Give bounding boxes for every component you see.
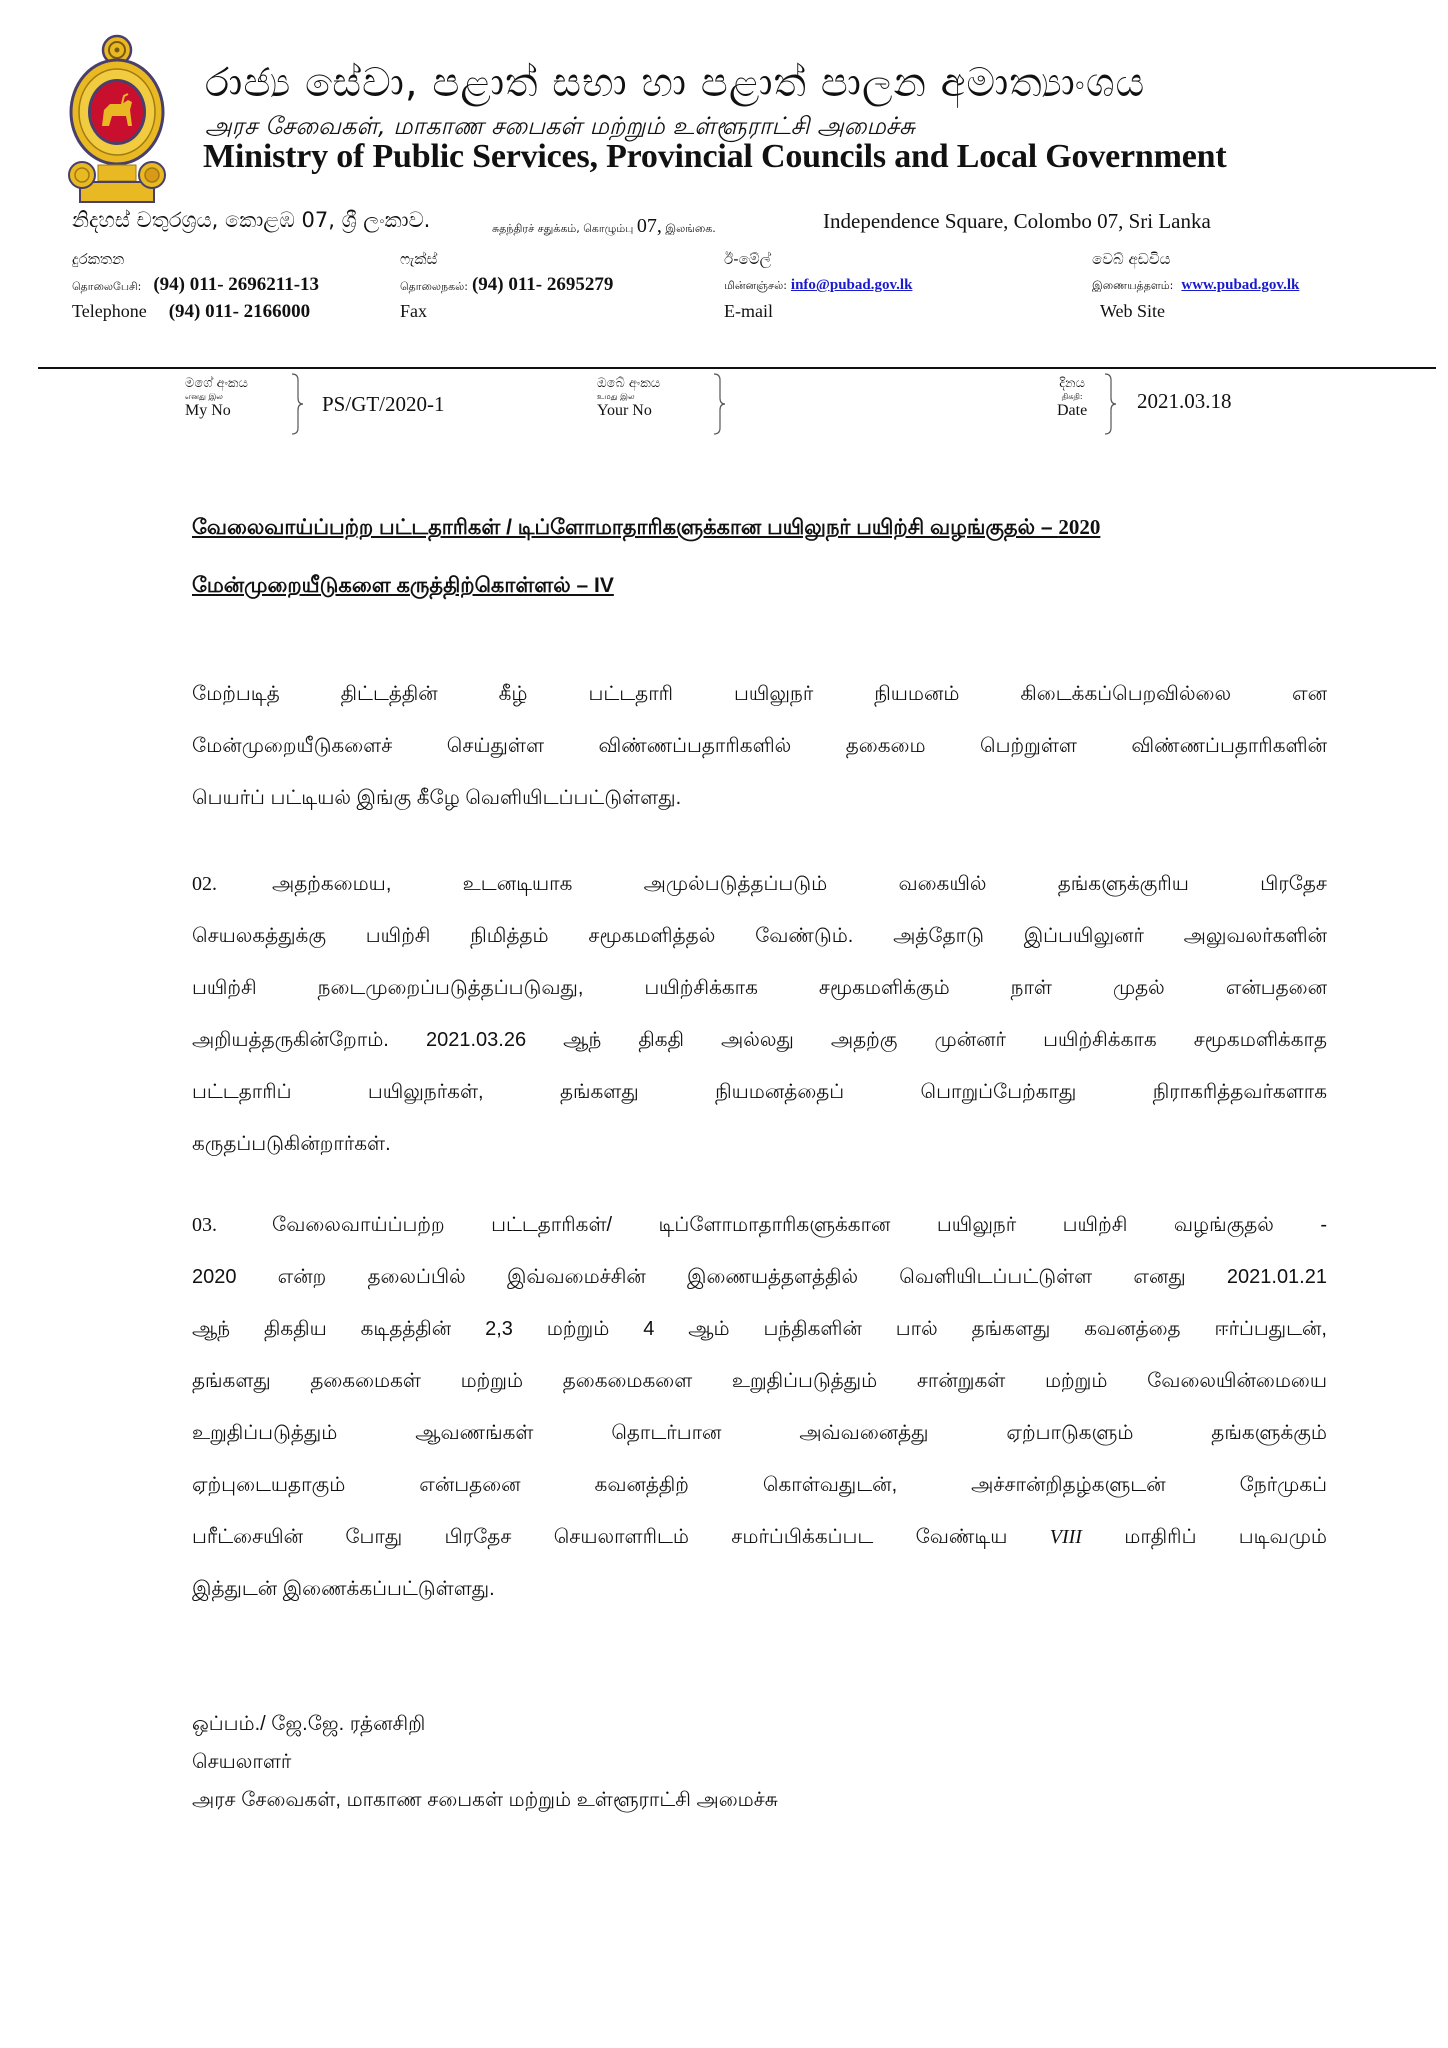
paragraph-line: செயலகத்துக்கு பயிற்சி நிமித்தம் சமூகமளித்தல் வேண்டும். அத்தோடு இப்பயிலுனர் அலுவலர்களின்: [192, 925, 1327, 947]
brace-icon: [290, 372, 304, 436]
address-sinhala: නිදහස් චතුරශ්‍රය, කොළඹ 07, ශ්‍රී ලංකාව.: [72, 208, 431, 232]
paragraph-line-text: அதற்கமைய, உடனடியாக அமுல்படுத்தப்படும் வகையில் தங்களுக்குரிய பிரதேச: [272, 873, 1327, 895]
signature-title: செயலாளர்: [192, 1751, 292, 1773]
telephone-label-tamil: தொலைபேசி:: [72, 280, 142, 293]
brace-icon: [712, 372, 726, 436]
address-tamil-suffix: இலங்கை.: [665, 222, 716, 235]
email-label-english: E-mail: [724, 301, 773, 321]
paragraph-number: 02.: [192, 873, 217, 895]
paragraph-line: [192, 858, 1327, 910]
paragraph-line: 2020 என்ற தலைப்பில் இவ்வமைச்சின் இணையத்தளத்தில் வெளியிடப்பட்டுள்ள எனது 2021.01.21: [192, 1266, 1327, 1288]
signature-ministry: அரச சேவைகள், மாகாண சபைகள் மற்றும் உள்ளூராட்சி அமைச்சு: [192, 1789, 778, 1811]
paragraph-line: இத்துடன் இணைக்கப்பட்டுள்ளது.: [192, 1578, 495, 1600]
your-no-label-tamil: உமது இல: [597, 392, 635, 401]
paragraph-line: உறுதிப்படுத்தும் ஆவணங்கள் தொடர்பான அவ்வனைத்து ஏற்பாடுகளும் தங்களுக்கும்: [192, 1422, 1327, 1444]
paragraph-line: பட்டதாரிப் பயிலுநர்கள், தங்களது நியமனத்தைப் பொறுப்பேற்காது நிராகரித்தவர்களாக: [192, 1081, 1327, 1103]
my-no-value: PS/GT/2020-1: [322, 392, 445, 416]
telephone-number-1: (94) 011- 2696211-13: [153, 274, 320, 295]
paragraph-number: 03.: [192, 1214, 217, 1236]
signature-block: [192, 1705, 778, 1819]
paragraph-line-text: மாதிரிப் படிவமும்: [1081, 1526, 1327, 1548]
email-link[interactable]: info@pubad.gov.lk: [790, 277, 913, 293]
paragraph-line: [192, 1511, 1327, 1563]
address-tamil-number: 07,: [636, 215, 662, 237]
paragraph-line: தங்களது தகைமைகள் மற்றும் தகைமைகளை உறுதிப்படுத்தும் சான்றுகள் மற்றும் வேலையின்மையை: [192, 1370, 1327, 1392]
address-tamil-prefix: சுதந்திரச் சதுக்கம், கொழும்பு: [492, 222, 634, 235]
email-label-sinhala: ඊ-මේල්: [724, 250, 772, 268]
paragraph-line: [192, 1199, 1327, 1251]
your-no-label-english: Your No: [597, 402, 652, 419]
form-number: VIII: [1049, 1526, 1082, 1548]
date-label: [1057, 376, 1087, 418]
date-label-tamil: திகதி:: [1061, 392, 1083, 401]
fax-label-english: Fax: [400, 301, 427, 321]
my-no-label-sinhala: මගේ අංකය: [185, 376, 248, 391]
paragraph-line: கருதப்படுகின்றார்கள்.: [192, 1133, 391, 1155]
fax-label-tamil: தொலைநகல்:: [400, 280, 468, 293]
letterhead-divider: [38, 367, 1436, 369]
paragraph-line: அறியத்தருகின்றோம். 2021.03.26 ஆந் திகதி அல்லது அதற்கு முன்னர் பயிற்சிக்காக சமூகமளிக்காத: [192, 1029, 1327, 1051]
website-link[interactable]: www.pubad.gov.lk: [1181, 277, 1300, 293]
website-label-tamil: இணையத்தளம்:: [1092, 279, 1174, 292]
paragraph-line: பயிற்சி நடைமுறைப்படுத்தப்படுவது, பயிற்சிக்காக சமூகமளிக்கும் நாள் முதல் என்பதனை: [192, 977, 1327, 999]
subject-heading-year: 2020: [1058, 515, 1101, 539]
paragraph-1: [192, 668, 1327, 824]
paragraph-line: மேற்படித் திட்டத்தின் கீழ் பட்டதாரி பயிலுநர் நியமனம் கிடைக்கப்பெறவில்லை என: [192, 683, 1327, 705]
my-no-label-english: My No: [185, 402, 231, 419]
paragraph-line-text: வேலைவாய்ப்பற்ற பட்டதாரிகள்/ டிப்ளோமாதாரிகளுக்கான பயிலுநர் பயிற்சி வழங்குதல் -: [272, 1214, 1327, 1236]
website-label-english: Web Site: [1100, 301, 1166, 321]
telephone-label-english: Telephone: [72, 301, 147, 321]
subject-heading-line-2: மேன்முறையீடுகளை கருத்திற்கொள்ளல் – IV: [192, 574, 614, 597]
my-no-label: [185, 376, 248, 418]
your-no-label-sinhala: ඔබේ අංකය: [597, 376, 661, 391]
contact-email: [724, 250, 912, 324]
your-no-label: [597, 376, 660, 418]
paragraph-line: மேன்முறையீடுகளைச் செய்துள்ள விண்ணப்பதாரிகளில் தகைமை பெற்றுள்ள விண்ணப்பதாரிகளின்: [192, 735, 1327, 757]
email-label-tamil: மின்னஞ்சல்:: [724, 279, 787, 292]
ministry-title-sinhala: රාජ්‍ය සේවා, පළාත් සභා හා පළාත් පාලන අමාත්‍යාංශය: [205, 60, 1146, 106]
fax-number: (94) 011- 2695279: [471, 274, 614, 295]
paragraph-line: பெயர்ப் பட்டியல் இங்கு கீழே வெளியிடப்பட்டுள்ளது.: [192, 787, 682, 809]
fax-label-sinhala: ෆැක්ස්: [400, 250, 438, 268]
paragraph-line-text: பரீட்சையின் போது பிரதேச செயலாளரிடம் சமர்ப்பிக்கப்பட வேண்டிய: [192, 1526, 1050, 1548]
government-emblem-icon: [70, 30, 142, 200]
address-english: Independence Square, Colombo 07, Sri Lanka: [823, 209, 1211, 233]
paragraph-3: [192, 1199, 1327, 1615]
date-value: 2021.03.18: [1137, 389, 1232, 413]
website-label-sinhala: වෙබ් අඩවිය: [1092, 250, 1171, 268]
my-no-label-tamil: எனது இல: [185, 392, 223, 401]
subject-heading-text: வேலைவாய்ப்பற்ற பட்டதாரிகள் / டிப்ளோமாதாரிகளுக்கான பயிலுநர் பயிற்சி வழங்குதல் –: [192, 516, 1059, 539]
address-tamil: [492, 215, 716, 238]
date-label-sinhala: දිනය: [1059, 376, 1085, 391]
contact-fax: [400, 250, 613, 324]
telephone-label-sinhala: දුරකතන: [72, 250, 125, 268]
paragraph-line: ஆந் திகதிய கடிதத்தின் 2,3 மற்றும் 4 ஆம் பந்திகளின் பால் தங்களது கவனத்தை ஈர்ப்பதுடன்,: [192, 1318, 1327, 1340]
contact-website: [1092, 250, 1299, 324]
brace-icon: [1103, 372, 1117, 436]
paragraph-line: ஏற்புடையதாகும் என்பதனை கவனத்திற் கொள்வதுடன், அச்சான்றிதழ்களுடன் நேர்முகப்: [192, 1474, 1327, 1496]
subject-heading-line-1: [192, 515, 1310, 542]
paragraph-2: [192, 858, 1327, 1170]
signature-name: ஒப்பம்./ ஜே.ஜே. ரத்னசிறி: [192, 1713, 426, 1735]
contact-telephone: [72, 250, 319, 324]
ministry-title-tamil: அரச சேவைகள், மாகாண சபைகள் மற்றும் உள்ளூராட்சி அமைச்சு: [205, 112, 915, 140]
ministry-title-english: Ministry of Public Services, Provincial Councils and Local Government: [203, 138, 1227, 175]
telephone-number-2: (94) 011- 2166000: [168, 301, 311, 322]
date-label-english: Date: [1057, 402, 1088, 419]
